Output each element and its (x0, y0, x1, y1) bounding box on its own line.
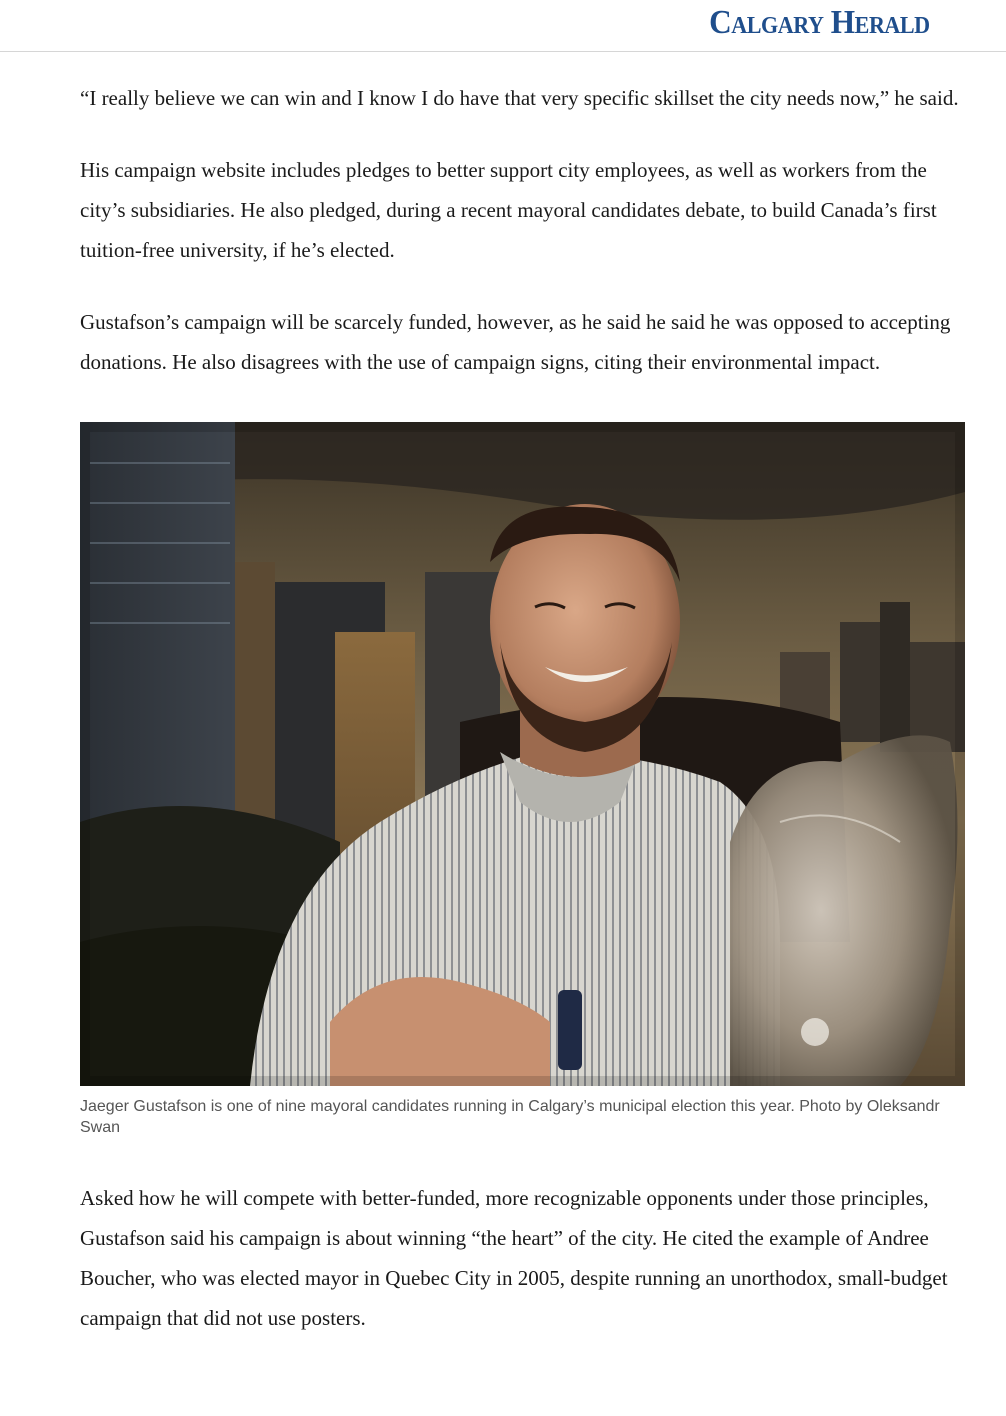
article-figure (80, 414, 966, 1138)
masthead (0, 0, 1006, 52)
article-body (80, 78, 966, 1370)
photo-caption: Jaeger Gustafson is one of nine mayoral candidates running in Calgary’s municipal election this year. Photo by Oleksandr Swan (80, 1098, 940, 1136)
article-paragraph: “I really believe we can win and I know I do have that very specific skillset the city needs now,” he said. (80, 86, 959, 110)
candidate-photo[interactable] (80, 422, 965, 1086)
article-paragraph: His campaign website includes pledges to better support city employees, as well as workers from the city’s subsidiaries. He also pledged, during a recent mayoral candidates debate, to build Canada’s first tuition-free university, if he’s elected. (80, 158, 937, 262)
article-paragraph: Asked how he will compete with better-funded, more recognizable opponents under those principles, Gustafson said his campaign is about winning “the heart” of the city. He cited the example of Andree Boucher, who was elected mayor in Quebec City in 2005, despite running an unorthodox, small-budget campaign that did not use posters. (80, 1186, 948, 1330)
article-paragraph: Gustafson’s campaign will be scarcely funded, however, as he said he said he was opposed to accepting donations. He also disagrees with the use of campaign signs, citing their environmental impact. (80, 310, 951, 374)
calgary-herald-logo[interactable]: Calgary Herald (709, 4, 930, 41)
